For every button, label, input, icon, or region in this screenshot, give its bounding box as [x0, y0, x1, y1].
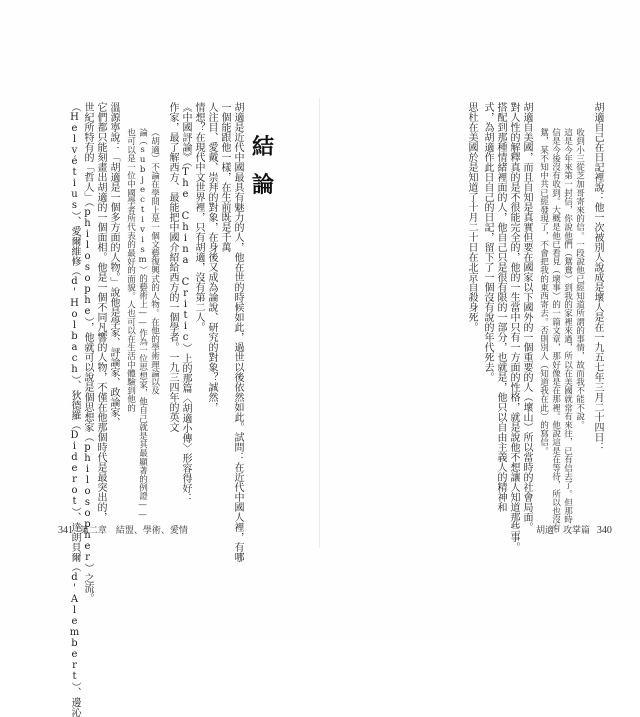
- right-page: [320, 0, 640, 640]
- left-page-number: 341: [58, 525, 73, 536]
- left-quote-3: 也可以是一位中國學者所代表的最好的面貌。人也可以在生活中體驗到他的: [125, 128, 136, 412]
- right-column-1: 胡適自己在日記裡說：他一次被別人說成是壞人是在一九五七年三月二十四日：: [592, 102, 603, 452]
- right-footer: [536, 523, 612, 536]
- left-column-1: 胡適是近代中國最具有魅力的人，他在世的時候如此，過世以後依然如此。試問：在近代中國人裡，有哪: [232, 102, 243, 562]
- left-quote-2: 論（subjectivism）的藝術上——作為一位思想家，他自己就是其最顯著的例證——: [137, 128, 148, 521]
- right-quote-3: 信是今後沒有收到。大概是他已看見（壞事）的一篇文章，那好像是在那裡。他說這是在等待，所以也沒有: [550, 128, 561, 533]
- left-column-5: 《中國評論》（The China Critic）上的那篇〈胡適小傳〉形容得好：: [180, 102, 191, 503]
- right-column-6: 思杜在美國於是知道了十月二十日在北京自殺身死。: [466, 102, 477, 332]
- right-page-number: 340: [596, 525, 612, 536]
- right-quote-1: 收到小三從芝加哥寄來的信。一段說他已經知道所謂的事情，故而我不能不說。: [574, 128, 585, 429]
- left-column-7: 溫源寧說：「胡適是一個多方面的人物。」說他是學家、評論家、政論家、: [108, 102, 119, 427]
- left-column-9: 世紀所特有的「哲人」（philosophe），他就可以說是個思想家（philosopher）之流。: [82, 102, 93, 603]
- left-column-3: 人注目、愛戴、崇拜的對象，在身後又成為論說、研究的對象？誠然，: [206, 102, 217, 412]
- left-footer: [58, 523, 188, 536]
- right-running-head: 胡適：攻掌篇: [536, 526, 591, 536]
- left-column-4: 情想？在現代中文世界裡，只有胡適，沒有第二人。: [193, 102, 204, 332]
- right-column-2: 胡適自美國，而且自知是真實但要在國家以下國外的一個重要的人（壞山）所以當時的社會局面。: [521, 102, 532, 532]
- right-column-5: 式，為胡適作此日自己的日記，留下了一個沒有說的年代死去。: [482, 102, 493, 382]
- left-column-10: （Helvétius）、愛爾維修（d'Holbach）、狄德羅（Diderot）、達朗貝爾（d'Alembert）、邊沁: [69, 102, 80, 717]
- left-column-6: 作家，最了解西方、最能把中國介紹給西方的一個學者。一九三四年的英文: [167, 102, 178, 432]
- chapter-heading-char-1: 結: [252, 134, 275, 160]
- left-running-head: 第二章 結盟、學術、愛情: [79, 526, 188, 536]
- left-quote-1: （胡適）不論在學問上是一個文藝復興式的人物。在他的學術理論以及: [149, 128, 160, 395]
- right-column-3: 對人性的解釋真的是不很能完全的，他的一生當中只有一方面的性格，就是說他不想讓人知道那些事。: [508, 102, 519, 552]
- left-column-8: 它們都只能刻畫出胡適的一個面相。他是一個不同凡響的人物，不僅在他那個時代是最突出的，: [95, 102, 106, 522]
- chapter-heading-char-2: 論: [252, 172, 275, 198]
- right-quote-4: 鴛，某不知中共已經發現了，不會把我的東西寄去。否則別人（知道我在此）的寫信。: [538, 128, 549, 455]
- right-column-4: 搭配到那種情緒裡面的人，他自己只是很有限的一部分，也就是，他只以自由主義人的精神和: [495, 102, 506, 512]
- left-column-2: 一個能跟他一樣，在生前既是千萬: [219, 102, 230, 252]
- right-quote-2: 這是今年來第一封信，你說他們（鴛鴦）到我的家裡來過，所以在美國就常有來往，已有信去了。但那時: [562, 128, 573, 524]
